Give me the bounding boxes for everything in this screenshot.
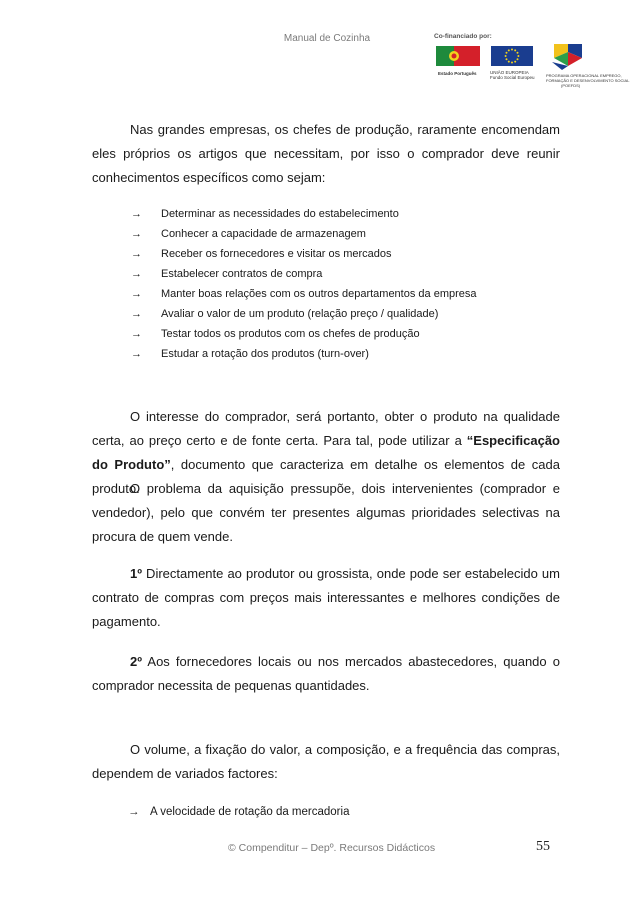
- problem-paragraph: O problema da aquisição pressupõe, dois intervenientes (comprador e vendedor), pelo que convém ter presentes algumas prioridades selectivas na procura de quem vende.: [92, 481, 560, 544]
- priority-1-number: 1º: [130, 566, 142, 581]
- por-caption-line3: (POEFDS): [561, 83, 581, 88]
- arrow-icon: →: [131, 228, 142, 240]
- header-title: Manual de Cozinha: [283, 33, 371, 44]
- por-caption-line2: FORMAÇÃO E DESENVOLVIMENTO SOCIAL: [546, 78, 630, 83]
- arrow-icon: →: [131, 208, 142, 220]
- arrow-icon: →: [128, 806, 140, 818]
- list-item: → Estabelecer contratos de compra: [131, 268, 323, 280]
- specification-term: “Especificação do Produto”: [92, 433, 560, 472]
- estado-portugues-caption: Estado Português: [438, 71, 477, 76]
- list-item: → Conhecer a capacidade de armazenagem: [131, 228, 366, 240]
- list-item: → Manter boas relações com os outros departamentos da empresa: [131, 288, 477, 300]
- programa-operacional-logo: [544, 42, 590, 76]
- list-item: → Estudar a rotação dos produtos (turn-over): [131, 348, 369, 360]
- eu-caption-line2: Fundo Social Europeu: [490, 75, 535, 80]
- arrow-icon: →: [131, 268, 142, 280]
- arrow-icon: →: [131, 328, 142, 340]
- list-item: → Testar todos os produtos com os chefes de produção: [131, 328, 420, 340]
- list-item: → Determinar as necessidades do estabelecimento: [131, 208, 399, 220]
- intro-paragraph: Nas grandes empresas, os chefes de produção, raramente encomendam eles próprios os artigos que necessitam, por isso o comprador deve reunir conhecimentos específicos como sejam:: [92, 122, 560, 185]
- arrow-icon: →: [131, 288, 142, 300]
- eu-caption-line1: UNIÃO EUROPEIA: [490, 70, 529, 75]
- volume-paragraph: O volume, a fixação do valor, a composição, e a frequência das compras, dependem de variados factores:: [92, 742, 560, 781]
- priority-1-paragraph: 1º Directamente ao produtor ou grossista, onde pode ser estabelecido um contrato de compras com preços mais interessantes e melhores condições de pagamento.: [92, 566, 560, 629]
- list-item: → A velocidade de rotação da mercadoria: [128, 806, 350, 818]
- arrow-icon: →: [131, 348, 142, 360]
- priority-2-paragraph: 2º Aos fornecedores locais ou nos mercados abastecedores, quando o comprador necessita de pequenas quantidades.: [92, 654, 560, 693]
- por-caption-line1: PROGRAMA OPERACIONAL EMPREGO,: [546, 73, 622, 78]
- page-number: 55: [536, 839, 550, 854]
- interest-paragraph: O interesse do comprador, será portanto, obter o produto na qualidade certa, ao preço certo e de fonte certa. Para tal, pode utilizar a “Especificação do Produto”, documento que caracteriza em detalhe os elementos de cada produto.: [92, 409, 560, 496]
- cofinanced-label: Co-financiado por:: [434, 33, 492, 40]
- arrow-icon: →: [131, 308, 142, 320]
- footer-copyright: © Compenditur – Depº. Recursos Didácticos: [228, 842, 436, 854]
- arrow-icon: →: [131, 248, 142, 260]
- list-item: → Receber os fornecedores e visitar os mercados: [131, 248, 392, 260]
- priority-2-number: 2º: [130, 654, 142, 669]
- portugal-flag-logo: [436, 46, 480, 74]
- list-item: → Avaliar o valor de um produto (relação preço / qualidade): [131, 308, 439, 320]
